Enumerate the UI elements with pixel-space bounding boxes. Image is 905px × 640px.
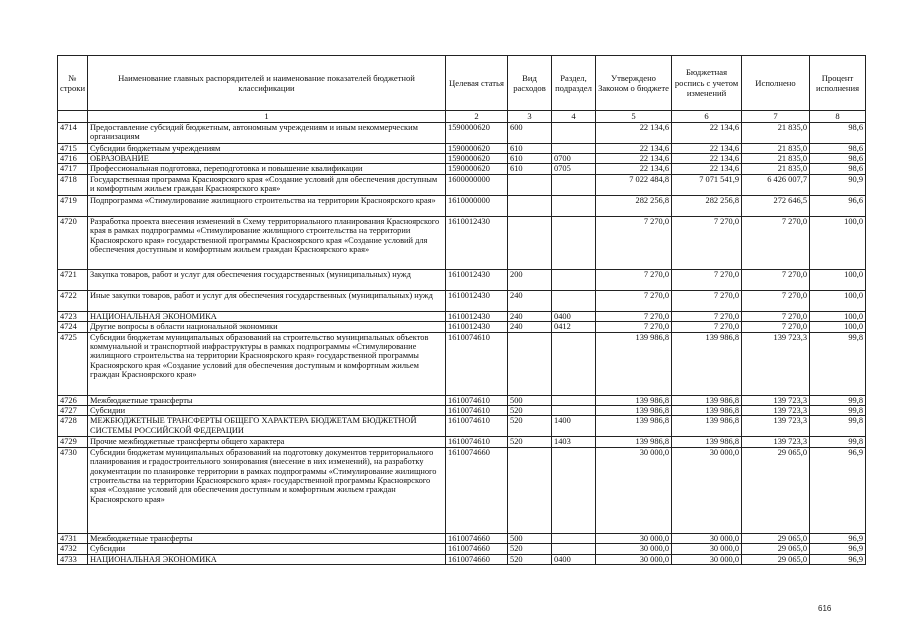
cell-code: 1610074660: [446, 554, 508, 564]
cell-rospis: 22 134,6: [672, 153, 742, 163]
table-row: [58, 311, 866, 321]
cell-approved: 30 000,0: [596, 544, 672, 554]
cell-name: Подпрограмма «Стимулирование жилищного строительства на территории Красноярского края»: [88, 195, 446, 216]
col-header: Бюджетная роспись с учетом изменений: [672, 56, 742, 111]
cell-num: 4733: [58, 554, 88, 564]
cell-num: 4725: [58, 332, 88, 395]
cell-name: Субсидии: [88, 405, 446, 415]
col-header: Целевая статья: [446, 56, 508, 111]
cell-done: 139 723,3: [742, 405, 810, 415]
cell-approved: 22 134,6: [596, 153, 672, 163]
cell-approved: 7 270,0: [596, 290, 672, 311]
cell-num: 4732: [58, 544, 88, 554]
cell-code: 1610012430: [446, 216, 508, 269]
col-header: Исполнено: [742, 56, 810, 111]
cell-done: 21 835,0: [742, 153, 810, 163]
cell-name: Предоставление субсидий бюджетным, автономным учреждениям и иным некоммерческим организациям: [88, 122, 446, 143]
cell-name: Межбюджетные трансферты: [88, 395, 446, 405]
cell-code: 1610074610: [446, 332, 508, 395]
cell-vid: 500: [508, 533, 552, 543]
cell-rospis: 139 986,8: [672, 416, 742, 437]
cell-code: 1610074610: [446, 416, 508, 437]
cell-rospis: 7 270,0: [672, 269, 742, 290]
col-header: Наименование главных распорядителей и наименование показателей бюджетной классификации: [88, 56, 446, 111]
cell-pct: 100,0: [810, 216, 866, 269]
cell-pct: 99,8: [810, 332, 866, 395]
cell-done: 6 426 007,7: [742, 174, 810, 195]
table-row: [58, 332, 866, 395]
table-row: [58, 216, 866, 269]
cell-pct: 100,0: [810, 269, 866, 290]
cell-rospis: 30 000,0: [672, 533, 742, 543]
cell-num: 4720: [58, 216, 88, 269]
cell-num: 4721: [58, 269, 88, 290]
cell-num: 4718: [58, 174, 88, 195]
cell-approved: 282 256,8: [596, 195, 672, 216]
cell-code: 1590000620: [446, 122, 508, 143]
table-row: [58, 416, 866, 437]
cell-rospis: 30 000,0: [672, 447, 742, 533]
col-index: 2: [446, 111, 508, 123]
cell-name: МЕЖБЮДЖЕТНЫЕ ТРАНСФЕРТЫ ОБЩЕГО ХАРАКТЕРА БЮДЖЕТАМ БЮДЖЕТНОЙ СИСТЕМЫ РОССИЙСКОЙ ФЕДЕРАЦИИ: [88, 416, 446, 437]
cell-approved: 22 134,6: [596, 122, 672, 143]
cell-pct: 96,9: [810, 554, 866, 564]
cell-name: Субсидии бюджетным учреждениям: [88, 143, 446, 153]
cell-num: 4716: [58, 153, 88, 163]
cell-razdel: [552, 405, 596, 415]
cell-razdel: 0400: [552, 311, 596, 321]
cell-num: 4717: [58, 164, 88, 174]
cell-razdel: [552, 533, 596, 543]
cell-approved: 139 986,8: [596, 395, 672, 405]
cell-code: 1590000620: [446, 164, 508, 174]
table-row: [58, 395, 866, 405]
cell-code: 1610074660: [446, 447, 508, 533]
cell-done: 7 270,0: [742, 322, 810, 332]
cell-done: 21 835,0: [742, 122, 810, 143]
table-row: [58, 143, 866, 153]
cell-num: 4723: [58, 311, 88, 321]
col-index: 3: [508, 111, 552, 123]
table-row: [58, 122, 866, 143]
cell-vid: 240: [508, 290, 552, 311]
cell-code: 1610074610: [446, 395, 508, 405]
budget-table: [57, 55, 866, 565]
cell-name: НАЦИОНАЛЬНАЯ ЭКОНОМИКА: [88, 311, 446, 321]
cell-vid: 610: [508, 153, 552, 163]
cell-name: Иные закупки товаров, работ и услуг для обеспечения государственных (муниципальных) нужд: [88, 290, 446, 311]
cell-approved: 22 134,6: [596, 143, 672, 153]
cell-code: 1610074660: [446, 533, 508, 543]
cell-num: 4719: [58, 195, 88, 216]
cell-num: 4731: [58, 533, 88, 543]
cell-pct: 96,9: [810, 447, 866, 533]
cell-name: Профессиональная подготовка, переподготовка и повышение квалификации: [88, 164, 446, 174]
cell-code: 1610074660: [446, 544, 508, 554]
cell-done: 7 270,0: [742, 216, 810, 269]
cell-approved: 30 000,0: [596, 533, 672, 543]
cell-num: 4727: [58, 405, 88, 415]
cell-rospis: 7 071 541,9: [672, 174, 742, 195]
page-number: 616: [818, 604, 832, 613]
cell-code: 1610000000: [446, 195, 508, 216]
cell-pct: 100,0: [810, 322, 866, 332]
col-index: 6: [672, 111, 742, 123]
cell-vid: 200: [508, 269, 552, 290]
col-index: [58, 111, 88, 123]
header-row: [58, 56, 866, 111]
cell-approved: 139 986,8: [596, 332, 672, 395]
cell-name: ОБРАЗОВАНИЕ: [88, 153, 446, 163]
col-index: 8: [810, 111, 866, 123]
cell-vid: 600: [508, 122, 552, 143]
cell-vid: 610: [508, 143, 552, 153]
table-row: [58, 290, 866, 311]
cell-razdel: 0700: [552, 153, 596, 163]
cell-done: 139 723,3: [742, 416, 810, 437]
cell-code: 1610012430: [446, 269, 508, 290]
cell-code: 1590000620: [446, 153, 508, 163]
table-row: [58, 164, 866, 174]
table-row: [58, 153, 866, 163]
cell-rospis: 7 270,0: [672, 290, 742, 311]
cell-code: 1610012430: [446, 322, 508, 332]
col-index: 7: [742, 111, 810, 123]
cell-vid: 520: [508, 544, 552, 554]
cell-approved: 30 000,0: [596, 554, 672, 564]
cell-razdel: [552, 216, 596, 269]
cell-pct: 99,8: [810, 416, 866, 437]
cell-pct: 99,8: [810, 437, 866, 447]
cell-razdel: 0705: [552, 164, 596, 174]
cell-pct: 96,9: [810, 533, 866, 543]
cell-pct: 99,8: [810, 395, 866, 405]
cell-done: 139 723,3: [742, 395, 810, 405]
cell-razdel: [552, 332, 596, 395]
cell-rospis: 22 134,6: [672, 143, 742, 153]
cell-razdel: [552, 395, 596, 405]
cell-name: Межбюджетные трансферты: [88, 533, 446, 543]
cell-approved: 7 270,0: [596, 216, 672, 269]
cell-code: 1610074610: [446, 405, 508, 415]
cell-razdel: [552, 174, 596, 195]
cell-num: 4724: [58, 322, 88, 332]
col-header: Вид расходов: [508, 56, 552, 111]
cell-vid: 520: [508, 437, 552, 447]
cell-approved: 139 986,8: [596, 416, 672, 437]
cell-pct: 100,0: [810, 290, 866, 311]
cell-name: Государственная программа Красноярского края «Создание условий для обеспечения доступным и комфортным жильем граждан Красноярского края»: [88, 174, 446, 195]
cell-approved: 139 986,8: [596, 405, 672, 415]
cell-razdel: [552, 269, 596, 290]
cell-vid: 520: [508, 405, 552, 415]
cell-name: Другие вопросы в области национальной экономики: [88, 322, 446, 332]
cell-num: 4722: [58, 290, 88, 311]
cell-pct: 98,6: [810, 122, 866, 143]
cell-rospis: 7 270,0: [672, 216, 742, 269]
cell-pct: 96,6: [810, 195, 866, 216]
cell-razdel: [552, 143, 596, 153]
cell-razdel: 1403: [552, 437, 596, 447]
cell-vid: 520: [508, 416, 552, 437]
cell-num: 4729: [58, 437, 88, 447]
col-index: 5: [596, 111, 672, 123]
cell-done: 29 065,0: [742, 544, 810, 554]
table-row: [58, 405, 866, 415]
table-row: [58, 322, 866, 332]
col-index: 1: [88, 111, 446, 123]
cell-done: 29 065,0: [742, 533, 810, 543]
cell-rospis: 7 270,0: [672, 311, 742, 321]
cell-rospis: 139 986,8: [672, 437, 742, 447]
cell-razdel: [552, 195, 596, 216]
column-index-row: [58, 111, 866, 123]
cell-done: 139 723,3: [742, 437, 810, 447]
table-row: [58, 447, 866, 533]
cell-rospis: 30 000,0: [672, 544, 742, 554]
cell-pct: 90,9: [810, 174, 866, 195]
cell-razdel: [552, 447, 596, 533]
cell-code: 1590000620: [446, 143, 508, 153]
table-row: [58, 544, 866, 554]
cell-num: 4730: [58, 447, 88, 533]
cell-pct: 96,9: [810, 544, 866, 554]
col-header: Утверждено Законом о бюджете: [596, 56, 672, 111]
cell-vid: 240: [508, 311, 552, 321]
cell-name: Субсидии: [88, 544, 446, 554]
cell-approved: 7 270,0: [596, 311, 672, 321]
cell-done: 139 723,3: [742, 332, 810, 395]
cell-num: 4715: [58, 143, 88, 153]
cell-rospis: 282 256,8: [672, 195, 742, 216]
cell-done: 7 270,0: [742, 311, 810, 321]
cell-pct: 98,6: [810, 153, 866, 163]
col-header: Процент исполнения: [810, 56, 866, 111]
cell-rospis: 139 986,8: [672, 395, 742, 405]
cell-vid: 240: [508, 322, 552, 332]
table-row: [58, 437, 866, 447]
cell-code: 1610012430: [446, 311, 508, 321]
cell-name: НАЦИОНАЛЬНАЯ ЭКОНОМИКА: [88, 554, 446, 564]
cell-code: 1610074610: [446, 437, 508, 447]
col-index: 4: [552, 111, 596, 123]
cell-approved: 7 270,0: [596, 322, 672, 332]
cell-razdel: [552, 544, 596, 554]
cell-approved: 7 022 484,8: [596, 174, 672, 195]
cell-name: Закупка товаров, работ и услуг для обеспечения государственных (муниципальных) нужд: [88, 269, 446, 290]
cell-razdel: 1400: [552, 416, 596, 437]
cell-rospis: 7 270,0: [672, 322, 742, 332]
cell-approved: 30 000,0: [596, 447, 672, 533]
cell-done: 7 270,0: [742, 290, 810, 311]
cell-razdel: 0400: [552, 554, 596, 564]
cell-code: 1610012430: [446, 290, 508, 311]
cell-vid: 500: [508, 395, 552, 405]
cell-approved: 139 986,8: [596, 437, 672, 447]
cell-rospis: 139 986,8: [672, 332, 742, 395]
cell-razdel: [552, 290, 596, 311]
table-row: [58, 533, 866, 543]
cell-vid: [508, 447, 552, 533]
col-header: № строки: [58, 56, 88, 111]
cell-pct: 100,0: [810, 311, 866, 321]
cell-pct: 99,8: [810, 405, 866, 415]
cell-rospis: 30 000,0: [672, 554, 742, 564]
cell-num: 4726: [58, 395, 88, 405]
cell-done: 21 835,0: [742, 164, 810, 174]
cell-done: 21 835,0: [742, 143, 810, 153]
table-row: [58, 554, 866, 564]
cell-vid: [508, 174, 552, 195]
cell-num: 4728: [58, 416, 88, 437]
cell-done: 29 065,0: [742, 554, 810, 564]
table-row: [58, 174, 866, 195]
cell-vid: 610: [508, 164, 552, 174]
cell-pct: 98,6: [810, 164, 866, 174]
table-row: [58, 195, 866, 216]
cell-name: Субсидии бюджетам муниципальных образований на подготовку документов территориального планирования и градостроительного зонирования (внесение в них изменений), на разработку документации по планировке территории в рамках подпрограммы «Стимулирование жилищного строительства на территории Красноярского края» государственной программы Красноярского края «Создание условий для обеспечения доступным и комфортным жильем граждан Красноярского края»: [88, 447, 446, 533]
cell-code: 1600000000: [446, 174, 508, 195]
cell-rospis: 22 134,6: [672, 122, 742, 143]
cell-pct: 98,6: [810, 143, 866, 153]
cell-vid: [508, 216, 552, 269]
col-header: Раздел, подраздел: [552, 56, 596, 111]
cell-vid: [508, 195, 552, 216]
cell-approved: 22 134,6: [596, 164, 672, 174]
cell-done: 7 270,0: [742, 269, 810, 290]
table-body: [58, 122, 866, 564]
cell-vid: 520: [508, 554, 552, 564]
cell-vid: [508, 332, 552, 395]
cell-approved: 7 270,0: [596, 269, 672, 290]
table-row: [58, 269, 866, 290]
cell-done: 29 065,0: [742, 447, 810, 533]
cell-num: 4714: [58, 122, 88, 143]
cell-name: Прочие межбюджетные трансферты общего характера: [88, 437, 446, 447]
cell-razdel: 0412: [552, 322, 596, 332]
cell-done: 272 646,5: [742, 195, 810, 216]
cell-rospis: 22 134,6: [672, 164, 742, 174]
cell-razdel: [552, 122, 596, 143]
cell-name: Субсидии бюджетам муниципальных образований на строительство муниципальных объектов коммунальной и транспортной инфраструктуры в рамках подпрограммы «Стимулирование жилищного строительства на территории Красноярского края» государственной программы Красноярского края «Создание условий для обеспечения доступным и комфортным жильем граждан Красноярского края»: [88, 332, 446, 395]
cell-name: Разработка проекта внесения изменений в Схему территориального планирования Красноярского края в рамках подпрограммы «Стимулирование жилищного строительства на территории Красноярского края» государственной программы Красноярского края «Создание условий для обеспечения доступным и комфортным жильем граждан Красноярского края»: [88, 216, 446, 269]
cell-rospis: 139 986,8: [672, 405, 742, 415]
